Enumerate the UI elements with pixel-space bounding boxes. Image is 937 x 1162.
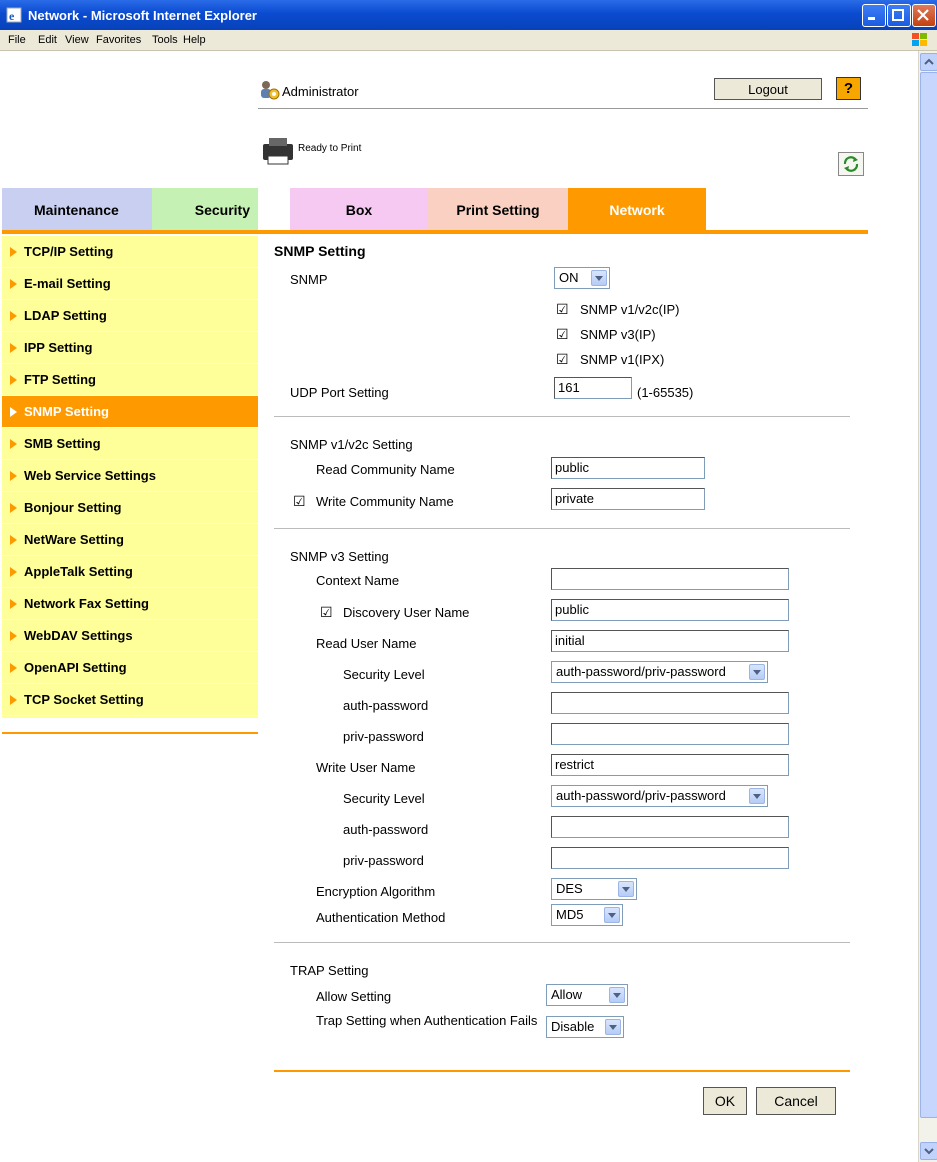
read-user-value: initial [555, 633, 585, 648]
snmp-select-value: ON [559, 270, 579, 285]
sidebar-item-label: Web Service Settings [24, 468, 156, 483]
ok-button[interactable]: OK [703, 1087, 747, 1115]
tab-security[interactable]: Security [152, 188, 258, 230]
discovery-user-value: public [555, 602, 589, 617]
write-community-input[interactable] [551, 488, 705, 510]
sidebar-item-ftp[interactable] [2, 364, 258, 396]
read-community-label: Read Community Name [316, 462, 455, 477]
allow-setting-label: Allow Setting [316, 989, 392, 1004]
trap-auth-select[interactable] [546, 1016, 624, 1038]
menu-file[interactable]: File [8, 34, 26, 46]
menu-bar [0, 30, 937, 51]
sidebar-item-label: Bonjour Setting [24, 500, 122, 515]
svg-text:e: e [9, 9, 15, 23]
snmp-v1v2c-ip-label: SNMP v1/v2c(IP) [580, 302, 680, 317]
udp-port-label: UDP Port Setting [290, 385, 389, 400]
arrow-right-icon [10, 439, 17, 449]
arrow-right-icon [10, 503, 17, 513]
read-auth-password-input[interactable] [551, 692, 789, 714]
sidebar-item-label: Network Fax Setting [24, 596, 149, 611]
context-name-input[interactable] [551, 568, 789, 590]
cancel-button[interactable]: Cancel [756, 1087, 836, 1115]
auth-method-label: Authentication Method [316, 910, 446, 925]
snmp-select[interactable] [554, 267, 610, 289]
trap-heading: TRAP Setting [290, 963, 369, 978]
arrow-right-icon [10, 535, 17, 545]
write-auth-password-label: auth-password [343, 822, 429, 837]
snmp-v1-ipx-label: SNMP v1(IPX) [580, 352, 665, 367]
sidebar-item-ldap[interactable] [2, 300, 258, 332]
close-icon [916, 8, 930, 22]
write-priv-password-input[interactable] [551, 847, 789, 869]
arrow-right-icon [10, 695, 17, 705]
menu-edit[interactable]: Edit [38, 34, 57, 46]
chevron-down-icon [749, 788, 765, 804]
context-name-label: Context Name [316, 573, 400, 588]
arrow-right-icon [10, 407, 17, 417]
read-user-label: Read User Name [316, 636, 417, 651]
administrator-icon [258, 78, 282, 102]
sidebar-item-label: E-mail Setting [24, 276, 111, 291]
section-divider [274, 416, 850, 417]
allow-setting-select[interactable] [546, 984, 628, 1006]
tab-maintenance[interactable]: Maintenance [2, 188, 152, 230]
header-divider [258, 108, 868, 109]
section-divider [274, 528, 850, 529]
vertical-scrollbar[interactable] [918, 51, 937, 1162]
form-footer-line [274, 1070, 850, 1072]
sidebar-item-ipp[interactable] [2, 332, 258, 364]
minimize-icon [866, 8, 880, 22]
write-community-label: Write Community Name [316, 494, 454, 509]
arrow-right-icon [10, 471, 17, 481]
snmp-label: SNMP [290, 272, 328, 287]
menu-tools[interactable]: Tools [152, 34, 178, 46]
sidebar-item-label: TCP Socket Setting [24, 692, 144, 707]
arrow-right-icon [10, 247, 17, 257]
chevron-up-icon [921, 54, 937, 70]
arrow-right-icon [10, 631, 17, 641]
udp-port-input[interactable] [554, 377, 632, 399]
udp-port-value: 161 [558, 380, 580, 395]
printer-icon [259, 136, 297, 166]
arrow-right-icon [10, 311, 17, 321]
logout-button[interactable]: Logout [714, 78, 822, 100]
sidebar-item-label: WebDAV Settings [24, 628, 133, 643]
sidebar-item-email[interactable] [2, 268, 258, 300]
discovery-user-label: Discovery User Name [343, 605, 470, 620]
snmp-v1v2c-heading: SNMP v1/v2c Setting [290, 437, 413, 452]
write-user-value: restrict [555, 757, 594, 772]
write-security-level-label: Security Level [343, 791, 425, 806]
sidebar-item-label: SMB Setting [24, 436, 101, 451]
write-user-input[interactable] [551, 754, 789, 776]
windows-logo-icon [909, 31, 931, 49]
sidebar-item-label: LDAP Setting [24, 308, 107, 323]
printer-status: Ready to Print [298, 143, 362, 154]
menu-favorites[interactable]: Favorites [96, 34, 142, 46]
tab-box[interactable]: Box [290, 188, 428, 230]
arrow-right-icon [10, 279, 17, 289]
sidebar-item-label: OpenAPI Setting [24, 660, 127, 675]
chevron-down-icon [749, 664, 765, 680]
chevron-down-icon [605, 1019, 621, 1035]
tab-underline [2, 230, 868, 234]
section-divider [274, 942, 850, 943]
write-community-checkbox[interactable] [293, 495, 306, 508]
read-auth-password-label: auth-password [343, 698, 429, 713]
sidebar-item-label: NetWare Setting [24, 532, 124, 547]
read-community-value: public [555, 460, 589, 475]
arrow-right-icon [10, 567, 17, 577]
sidebar-item-snmp[interactable] [2, 396, 258, 428]
sidebar-item-label: IPP Setting [24, 340, 93, 355]
auth-method-value: MD5 [556, 907, 584, 922]
auth-method-select[interactable] [551, 904, 623, 926]
menu-view[interactable]: View [65, 34, 89, 46]
allow-setting-value: Allow [551, 987, 583, 1002]
close-window-button[interactable] [912, 4, 936, 27]
discovery-user-checkbox[interactable] [320, 606, 333, 619]
window-title: Network - Microsoft Internet Explorer [28, 8, 257, 23]
tab-print-setting[interactable]: Print Setting [428, 188, 568, 230]
sidebar-item-network-fax[interactable] [2, 588, 258, 620]
sidebar-item-appletalk[interactable] [2, 556, 258, 588]
snmp-v3-ip-label: SNMP v3(IP) [580, 327, 656, 342]
read-security-level-select[interactable] [551, 661, 768, 683]
trap-auth-label: Trap Setting when Authentication Fails [316, 1013, 538, 1028]
refresh-button[interactable] [838, 152, 864, 176]
write-community-value: private [555, 491, 595, 506]
minimize-button[interactable] [862, 4, 886, 27]
sidebar-item-web-service[interactable] [2, 460, 258, 492]
sidebar-item-label: SNMP Setting [24, 404, 109, 419]
sidebar-item-netware[interactable] [2, 524, 258, 556]
trap-auth-value: Disable [551, 1019, 595, 1034]
scroll-up-icon[interactable] [920, 53, 937, 71]
maximize-icon [891, 8, 905, 22]
sidebar-item-label: TCP/IP Setting [24, 244, 114, 259]
sidebar-item-smb[interactable] [2, 428, 258, 460]
sidebar-item-bonjour[interactable] [2, 492, 258, 524]
encryption-value: DES [556, 881, 583, 896]
encryption-label: Encryption Algorithm [316, 884, 436, 899]
write-security-level-select[interactable] [551, 785, 768, 807]
sidebar [2, 236, 258, 718]
read-priv-password-input[interactable] [551, 723, 789, 745]
write-auth-password-input[interactable] [551, 816, 789, 838]
chevron-down-icon [604, 907, 620, 923]
sidebar-item-label: AppleTalk Setting [24, 564, 133, 579]
snmp-v3-ip-checkbox[interactable] [556, 328, 569, 341]
refresh-icon [839, 153, 863, 175]
chevron-down-icon [609, 987, 625, 1003]
read-priv-password-label: priv-password [343, 729, 424, 744]
discovery-user-input[interactable] [551, 599, 789, 621]
help-button[interactable]: ? [836, 77, 861, 100]
read-user-input[interactable] [551, 630, 789, 652]
scrollbar-thumb[interactable] [920, 72, 937, 1118]
scroll-down-icon[interactable] [920, 1142, 937, 1160]
write-priv-password-label: priv-password [343, 853, 424, 868]
sidebar-item-webdav[interactable] [2, 620, 258, 652]
chevron-down-icon [591, 270, 607, 286]
arrow-right-icon [10, 343, 17, 353]
sidebar-item-tcp-socket[interactable] [2, 684, 258, 716]
maximize-button[interactable] [887, 4, 911, 27]
write-security-level-value: auth-password/priv-password [556, 788, 726, 803]
arrow-right-icon [10, 663, 17, 673]
menu-help[interactable]: Help [183, 34, 206, 46]
arrow-right-icon [10, 375, 17, 385]
tab-network[interactable]: Network [568, 188, 706, 230]
snmp-v1-ipx-checkbox[interactable] [556, 353, 569, 366]
encryption-select[interactable] [551, 878, 637, 900]
arrow-right-icon [10, 599, 17, 609]
sidebar-item-openapi[interactable] [2, 652, 258, 684]
chevron-down-icon [618, 881, 634, 897]
read-security-level-value: auth-password/priv-password [556, 664, 726, 679]
sidebar-bottom-line [2, 732, 258, 734]
read-community-input[interactable] [551, 457, 705, 479]
administrator-label: Administrator [282, 84, 359, 99]
read-security-level-label: Security Level [343, 667, 425, 682]
snmp-v1v2c-ip-checkbox[interactable] [556, 303, 569, 316]
sidebar-item-tcpip[interactable] [2, 236, 258, 268]
udp-port-range: (1-65535) [637, 385, 694, 400]
sidebar-item-label: FTP Setting [24, 372, 96, 387]
chevron-down-icon [921, 1143, 937, 1159]
page-title: SNMP Setting [274, 243, 366, 259]
write-user-label: Write User Name [316, 760, 416, 775]
internet-explorer-icon [6, 7, 22, 23]
window-title-bar [0, 0, 937, 30]
snmp-v3-heading: SNMP v3 Setting [290, 549, 389, 564]
